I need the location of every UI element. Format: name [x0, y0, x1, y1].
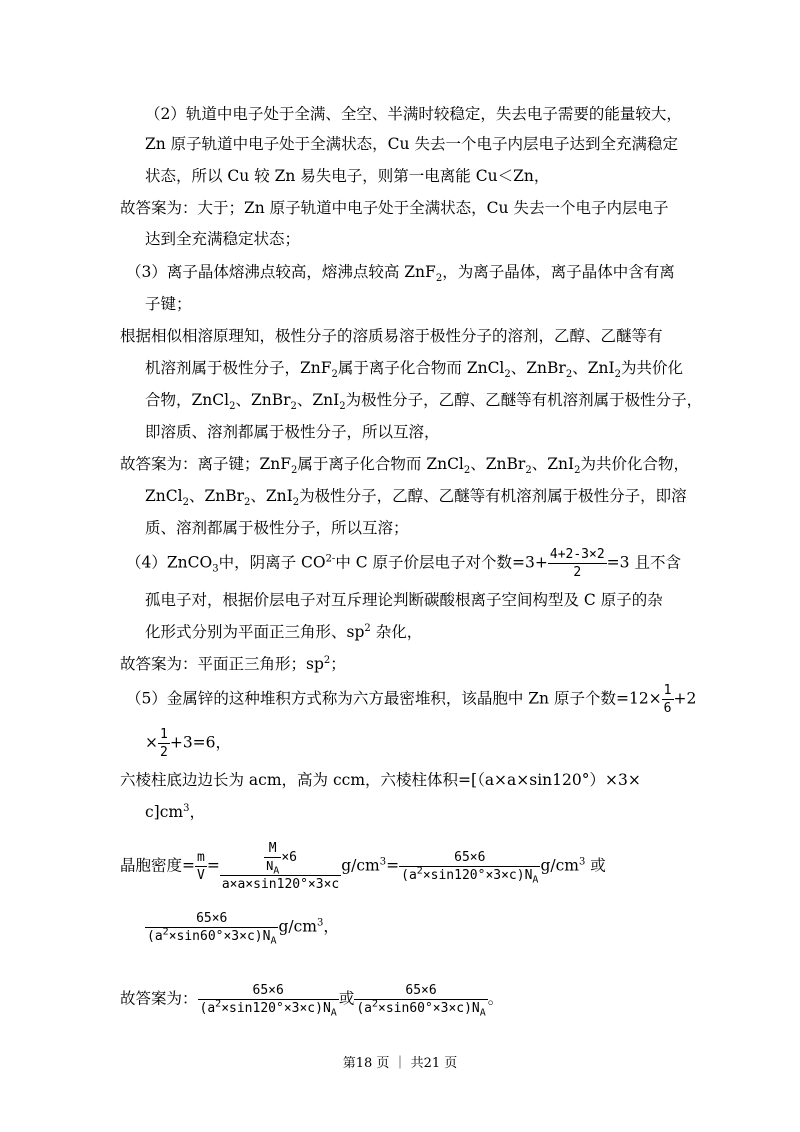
paragraph-line: （5）金属锌的这种堆积方式称为六方最密堆积，该晶胞中 Zn 原子个数=12× $\frac{1}{6}$ +2	[126, 683, 697, 716]
paragraph-line: （3）离子晶体熔沸点较高，熔沸点较高 ZnF$_2$，为离子晶体，离子晶体中含有离	[126, 263, 675, 285]
paragraph-line: 状态，所以 Cu 较 Zn 易失电子，则第一电离能 Cu＜Zn，	[145, 167, 550, 185]
paragraph-line: 化形式分别为平面正三角形、$sp^2$ 杂化，	[145, 622, 423, 641]
fraction: $\frac{1}{2}$	[160, 727, 168, 760]
answer-line: 故答案为： $\frac{65\times 6}{(a^2\times\sin 120^\circ\times 3\times c)N_A}$ 或 $\frac{65\times 6}{(a^2\times\sin 60^\circ\times 3\times c)N_A}$ 。	[120, 983, 504, 1019]
fraction: $\frac{65\times 6}{(a^2\times\sin 120^\circ\times 3\times c)N_A}$	[199, 983, 337, 1019]
formula-line: $\frac{65\times 6}{(a^2\times\sin 60^\circ\times 3\times c)N_A}$ $g/cm^3$，	[147, 911, 339, 947]
paragraph-line: 机溶剂属于极性分子，ZnF$_2$属于离子化合物而 ZnCl$_2$、ZnBr$_2$、ZnI$_2$为共价化	[145, 359, 683, 381]
paragraph-line: （2）轨道中电子处于全满、全空、半满时较稳定，失去电子需要的能量较大，	[145, 105, 682, 123]
page-footer: 第18 页 ｜ 共21 页	[342, 1056, 458, 1071]
answer-line: 达到全充满稳定状态；	[145, 230, 301, 248]
paragraph-line: 六棱柱底边边长为 acm，高为 ccm，六棱柱体积=[（a×a×sin120°）×3×	[120, 771, 641, 789]
formula-line: 晶胞密度= $\frac{m}{V}$ = $\frac{M}{N_A}$ ×6 a×a×sin120°×3×c $g/cm^3=$ $\frac{65\times 6}{(a^2\times\sin 120^\circ\times 3\times c)N_A}$ $g/cm^3$ 或	[120, 841, 606, 892]
fraction: $\frac{4+2-3\times 2}{2}$	[549, 547, 605, 580]
answer-line: ZnCl$_2$、ZnBr$_2$、ZnI$_2$为极性分子，乙醇、乙醚等有机溶剂属于极性分子，即溶	[145, 487, 687, 509]
answer-line: 故答案为：大于；Zn 原子轨道中电子处于全满状态，Cu 失去一个电子内层电子	[120, 199, 669, 217]
paragraph-line: 合物，ZnCl$_2$、ZnBr$_2$、ZnI$_2$为极性分子，乙醇、乙醚等有机溶剂属于极性分子，	[145, 391, 703, 413]
paragraph-line: 根据相似相溶原理知，极性分子的溶质易溶于极性分子的溶剂，乙醇、乙醚等有	[120, 327, 663, 345]
fraction: $\frac{M}{N_A}$	[266, 841, 280, 877]
paragraph-line: 即溶质、溶剂都属于极性分子，所以互溶，	[145, 423, 440, 441]
paragraph-line: Zn 原子轨道中电子处于全满状态，Cu 失去一个电子内层电子达到全充满稳定	[145, 135, 678, 153]
fraction: $\frac{1}{6}$	[663, 683, 672, 716]
fraction: $\frac{M}{N_A}$ ×6 a×a×sin120°×3×c	[221, 841, 340, 892]
paragraph-line: $c]cm^3$，	[145, 802, 205, 821]
fraction: $\frac{65\times 6}{(a^2\times\sin 60^\circ\times 3\times c)N_A}$	[147, 911, 277, 947]
answer-line: 质、溶剂都属于极性分子，所以互溶；	[145, 519, 409, 537]
answer-line: 故答案为：平面正三角形；$sp^2$；	[120, 654, 346, 673]
paragraph-line: 子键；	[145, 295, 192, 313]
answer-line: 故答案为：离子键；ZnF$_2$属于离子化合物而 ZnCl$_2$、ZnBr$_2$、ZnI$_2$为共价化合物，	[120, 455, 689, 477]
fraction: $\frac{m}{V}$	[197, 850, 205, 883]
paragraph-line: × $\frac{1}{2}$ +3=6，	[145, 727, 232, 760]
paragraph-line: （4）ZnCO$_3$中，阴离子 $CO^{2-}$中 C 原子价层电子对个数=3+ $\frac{4+2-3\times 2}{2}$ =3 且不含	[126, 547, 681, 580]
fraction: $\frac{65\times 6}{(a^2\times\sin 120^\circ\times 3\times c)N_A}$	[401, 850, 539, 886]
paragraph-line: 孤电子对，根据价层电子对互斥理论判断碳酸根离子空间构型及 C 原子的杂	[145, 591, 663, 609]
fraction: $\frac{65\times 6}{(a^2\times\sin 60^\circ\times 3\times c)N_A}$	[356, 983, 486, 1019]
